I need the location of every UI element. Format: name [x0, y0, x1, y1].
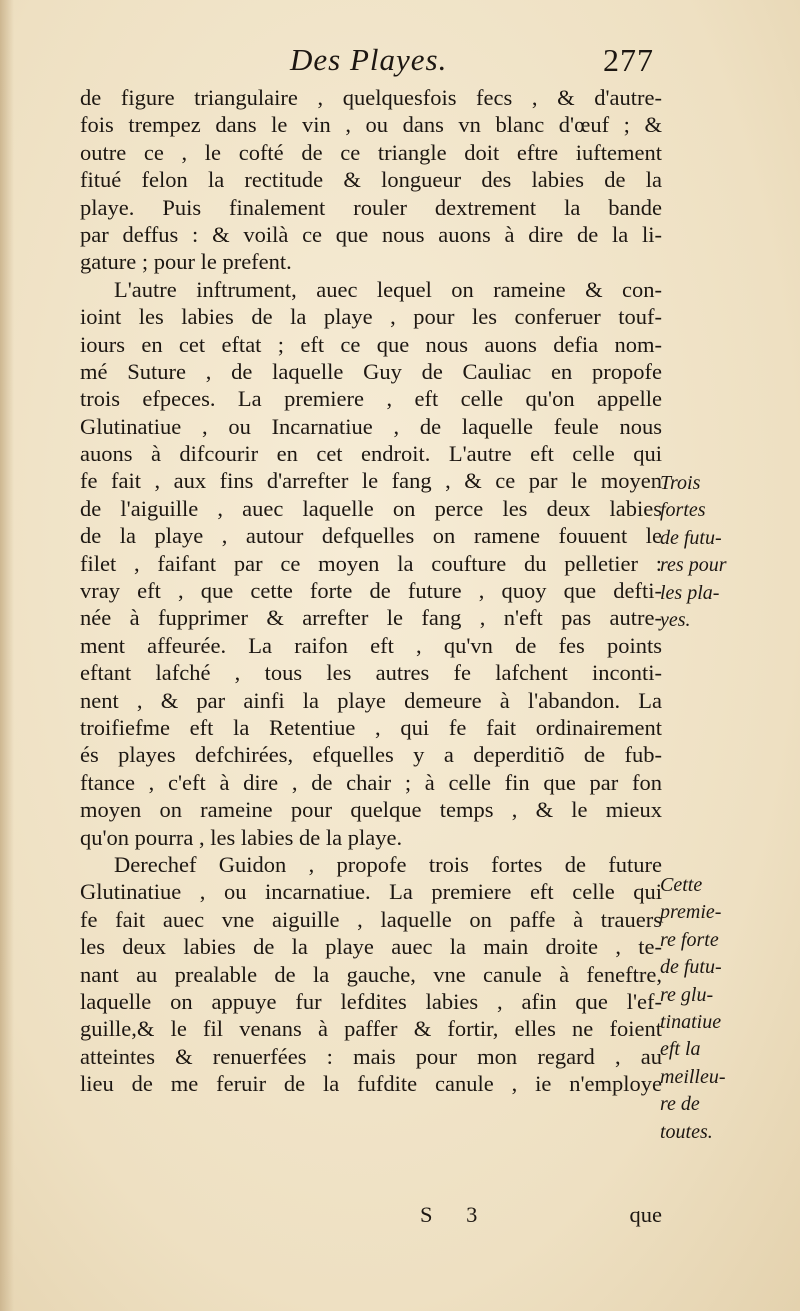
margin-note-line: re forte — [660, 928, 719, 951]
text-line: ftance , c'eft à dire , de chair ; à celle fin que par fon — [80, 769, 662, 795]
margin-note-line: les pla- — [660, 581, 720, 604]
margin-note-line: re glu- — [660, 983, 714, 1006]
text-line: lieu de me feruir de la fufdite canule , ie n'employe — [80, 1071, 662, 1097]
text-line: moyen on rameine pour quelque temps , & le mieux — [80, 797, 662, 823]
text-line: nent , & par ainfi la playe demeure à l'abandon. La — [80, 687, 662, 713]
text-line: troifiefme eft la Retentiue , qui fe fait ordinairement — [80, 714, 662, 740]
running-title: Des Playes. — [290, 42, 448, 77]
margin-note-line: fortes — [660, 499, 706, 522]
margin-note-line: de futu- — [660, 956, 722, 979]
text-line: de l'aiguille , auec laquelle on perce les deux labies — [80, 495, 662, 521]
text-line: playe. Puis finalement rouler dextrement la bande — [80, 194, 662, 220]
text-line: fe fait auec vne aiguille , laquelle on paffe à trauers — [80, 906, 662, 932]
text-line: mé Suture , de laquelle Guy de Cauliac en propofe — [80, 358, 662, 384]
text-line: fitué felon la rectitude & longueur des labies de la — [80, 167, 662, 193]
margin-note-line: eft la — [660, 1038, 701, 1061]
text-line: trois efpeces. La premiere , eft celle qu'on appelle — [80, 386, 662, 412]
text-line: laquelle on appuye fur lefdites labies , afin que l'ef- — [80, 988, 662, 1014]
text-line: Glutinatiue , ou Incarnatiue , de laquelle feule nous — [80, 413, 662, 439]
text-line: outre ce , le cofté de ce triangle doit eftre iuftement — [80, 139, 662, 165]
text-line: eftant lafché , tous les autres fe lafchent inconti- — [80, 660, 662, 686]
text-line: née à fupprimer & arrefter le fang , n'eft pas autre- — [80, 605, 662, 631]
signature-mark: S 3 — [420, 1202, 492, 1227]
text-line: nant au prealable de la gauche, vne canule à feneftre, — [80, 961, 662, 987]
text-line: les deux labies de la playe auec la main droite , te- — [80, 934, 662, 960]
margin-note-line: Trois — [660, 472, 701, 494]
margin-note-line: premie- — [660, 901, 722, 924]
margin-note-line: tinatiue — [660, 1010, 722, 1033]
margin-note-line: de futu- — [660, 526, 722, 549]
text-line: L'autre inftrument, auec lequel on rameine & con- — [114, 276, 662, 302]
margin-note-line: Cette — [660, 874, 703, 896]
text-line: ioint les labies de la playe , pour les conferuer touf- — [80, 304, 662, 330]
page-footer — [80, 1202, 662, 1232]
margin-note-cette-premiere — [660, 872, 770, 1146]
text-line: ment affeurée. La raifon eft , qu'vn de fes points — [80, 632, 662, 658]
page-header — [80, 40, 660, 88]
text-line: filet , faifant par ce moyen la coufture du pelletier : — [80, 550, 662, 576]
text-line: vray eft , que cette forte de future , quoy que defti- — [80, 578, 662, 604]
page-edge-shadow — [0, 0, 14, 1311]
margin-note-line: toutes. — [660, 1120, 713, 1143]
text-line: de figure triangulaire , quelquesfois fecs , & d'autre- — [80, 85, 662, 110]
text-line: fe fait , aux fins d'arrefter le fang , & ce par le moyen — [80, 468, 662, 494]
text-line: Derechef Guidon , propofe trois fortes de future — [114, 851, 662, 877]
text-line: gature ; pour le prefent. — [80, 249, 292, 275]
margin-note-line: re de — [660, 1093, 700, 1116]
text-line: par deffus : & voilà ce que nous auons à dire de la li- — [80, 221, 662, 247]
main-text-block — [80, 84, 662, 1097]
text-line: iours en cet eftat ; eft ce que nous auons defia nom- — [80, 331, 662, 357]
text-line: qu'on pourra , les labies de la playe. — [80, 824, 403, 850]
margin-note-line: res pour — [660, 554, 727, 577]
page-number: 277 — [603, 42, 654, 78]
text-line: atteintes & renuerfées : mais pour mon regard , au — [80, 1043, 662, 1069]
margin-note-line: meilleu- — [660, 1065, 726, 1088]
margin-note-trois-sortes — [660, 470, 770, 634]
text-line: fois trempez dans le vin , ou dans vn blanc d'œuf ; & — [80, 112, 662, 138]
catchword: que — [629, 1202, 662, 1227]
text-line: Glutinatiue , ou incarnatiue. La premiere eft celle qui — [80, 879, 662, 905]
text-line: de la playe , autour defquelles on ramene fouuent le — [80, 523, 662, 549]
text-line: auons à difcourir en cet endroit. L'autre eft celle qui — [80, 441, 662, 467]
margin-note-line: yes. — [660, 608, 691, 631]
text-line: és playes defchirées, efquelles y a deperditiõ de fub- — [80, 742, 662, 768]
text-line: guille,& le fil venans à paffer & fortir, elles ne foient — [80, 1016, 662, 1042]
